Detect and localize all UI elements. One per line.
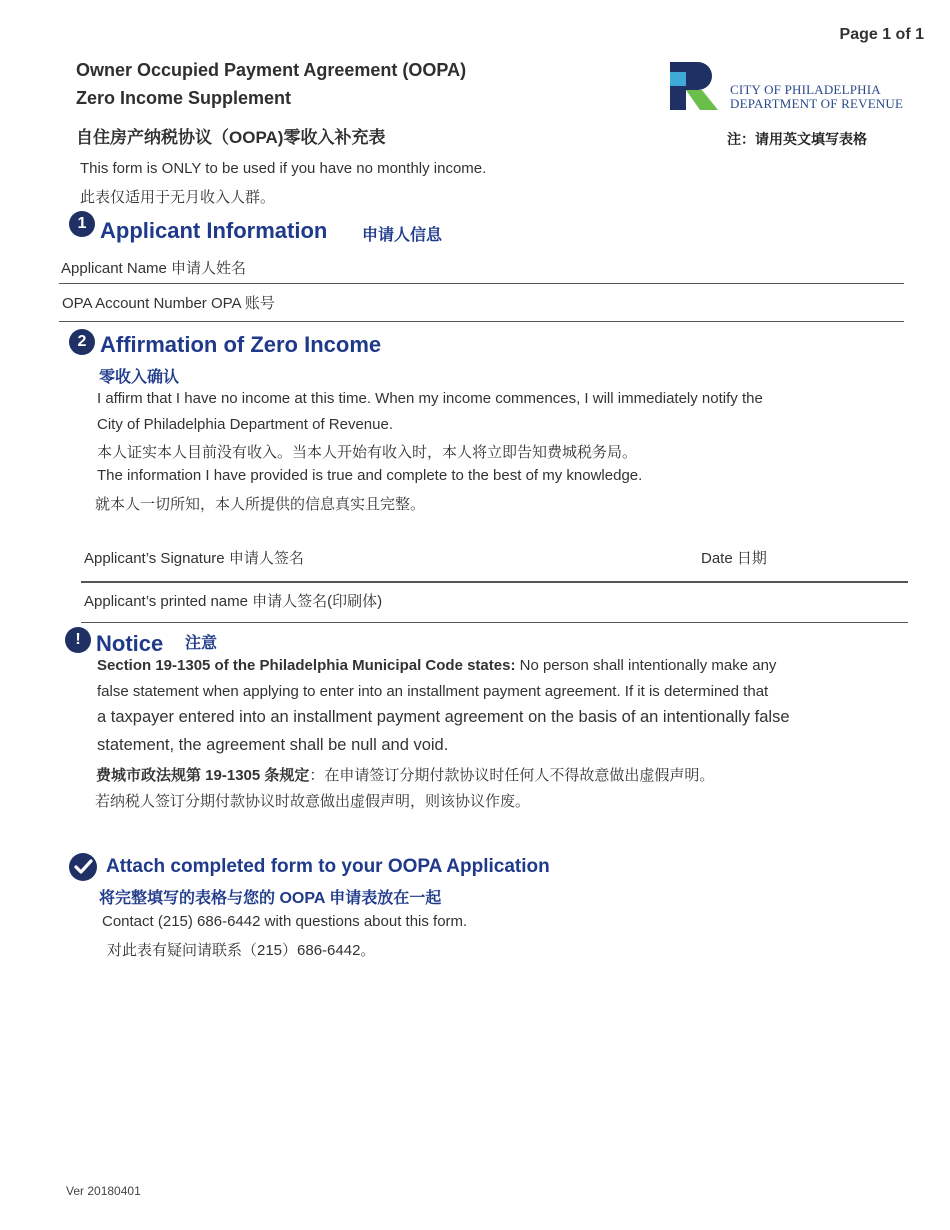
intro-text-cn: 此表仅适用于无月收入人群。	[80, 189, 276, 206]
truth-statement: The information I have provided is true and complete to the best of my knowledge.	[97, 467, 643, 484]
version-label: Ver 20180401	[66, 1184, 141, 1198]
printed-name-field[interactable]	[81, 622, 908, 623]
notice-line-4: statement, the agreement shall be null and void.	[97, 736, 449, 754]
form-title: Owner Occupied Payment Agreement (OOPA)	[76, 60, 467, 80]
checkmark-icon	[68, 852, 98, 887]
attach-title-cn: 将完整填写的表格与您的 OOPA 申请表放在一起	[99, 890, 442, 907]
affirmation-text-cn: 本人证实本人目前没有收入。当本人开始有收入时，本人将立即告知费城税务局。	[97, 444, 638, 461]
english-note: 注：请用英文填写表格	[727, 131, 867, 147]
section-1-title: Applicant Information	[100, 218, 328, 243]
notice-line-1	[97, 657, 776, 674]
form-subtitle: Zero Income Supplement	[76, 88, 292, 108]
philadelphia-r-logo-icon	[668, 60, 724, 116]
page-number: Page 1 of 1	[839, 26, 924, 43]
signature-field[interactable]	[81, 581, 908, 583]
affirmation-text-2: City of Philadelphia Department of Revenue.	[97, 416, 394, 433]
notice-icon: !	[65, 627, 91, 653]
intro-text: This form is ONLY to be used if you have no monthly income.	[80, 160, 487, 177]
code-reference-cn: 费城市政法规第 19-1305 条规定	[96, 767, 310, 784]
section-2-number-icon: 2	[69, 329, 95, 355]
notice-title: Notice	[96, 631, 164, 656]
section-1-number-icon: 1	[69, 211, 95, 237]
notice-line-3: a taxpayer entered into an installment payment agreement on the basis of an intentionally false	[97, 708, 790, 726]
opa-account-field[interactable]	[59, 321, 904, 322]
contact-text-cn: 对此表有疑问请联系（215）686-6442。	[107, 942, 376, 959]
printed-name-label: Applicant’s printed name 申请人签名(印刷体)	[84, 593, 383, 610]
notice-line-2: false statement when applying to enter into an installment payment agreement. If it is determined that	[97, 683, 769, 700]
signature-label: Applicant’s Signature 申请人签名	[84, 550, 304, 567]
applicant-name-label: Applicant Name 申请人姓名	[61, 260, 247, 277]
section-1-title-cn: 申请人信息	[362, 227, 443, 244]
attach-title: Attach completed form to your OOPA Application	[106, 856, 550, 877]
affirmation-text-1: I affirm that I have no income at this time. When my income commences, I will immediately notify the	[97, 390, 763, 407]
section-2-title-cn: 零收入确认	[99, 369, 180, 386]
notice-line-1-rest: No person shall intentionally make any	[515, 657, 777, 674]
notice-title-cn: 注意	[185, 635, 218, 652]
contact-text: Contact (215) 686-6442 with questions about this form.	[102, 913, 468, 930]
logo-line-1: CITY OF PHILADELPHIA	[730, 82, 881, 97]
logo-line-2: DEPARTMENT OF REVENUE	[730, 96, 904, 111]
section-2-title: Affirmation of Zero Income	[100, 332, 382, 357]
notice-cn-line-1-rest: ：在申请签订分期付款协议时任何人不得故意做出虚假声明。	[309, 767, 715, 784]
notice-cn-line-1	[96, 764, 714, 785]
department-name	[730, 83, 903, 111]
opa-account-label: OPA Account Number OPA 账号	[62, 295, 275, 312]
truth-statement-cn: 就本人一切所知，本人所提供的信息真实且完整。	[95, 496, 426, 513]
applicant-name-field[interactable]	[59, 283, 904, 284]
date-label: Date 日期	[701, 550, 767, 567]
notice-cn-line-2: 若纳税人签订分期付款协议时故意做出虚假声明，则该协议作废。	[95, 793, 531, 810]
form-title-cn: 自住房产纳税协议（OOPA)零收入补充表	[76, 128, 386, 147]
code-reference: Section 19-1305 of the Philadelphia Municipal Code states:	[97, 657, 516, 674]
